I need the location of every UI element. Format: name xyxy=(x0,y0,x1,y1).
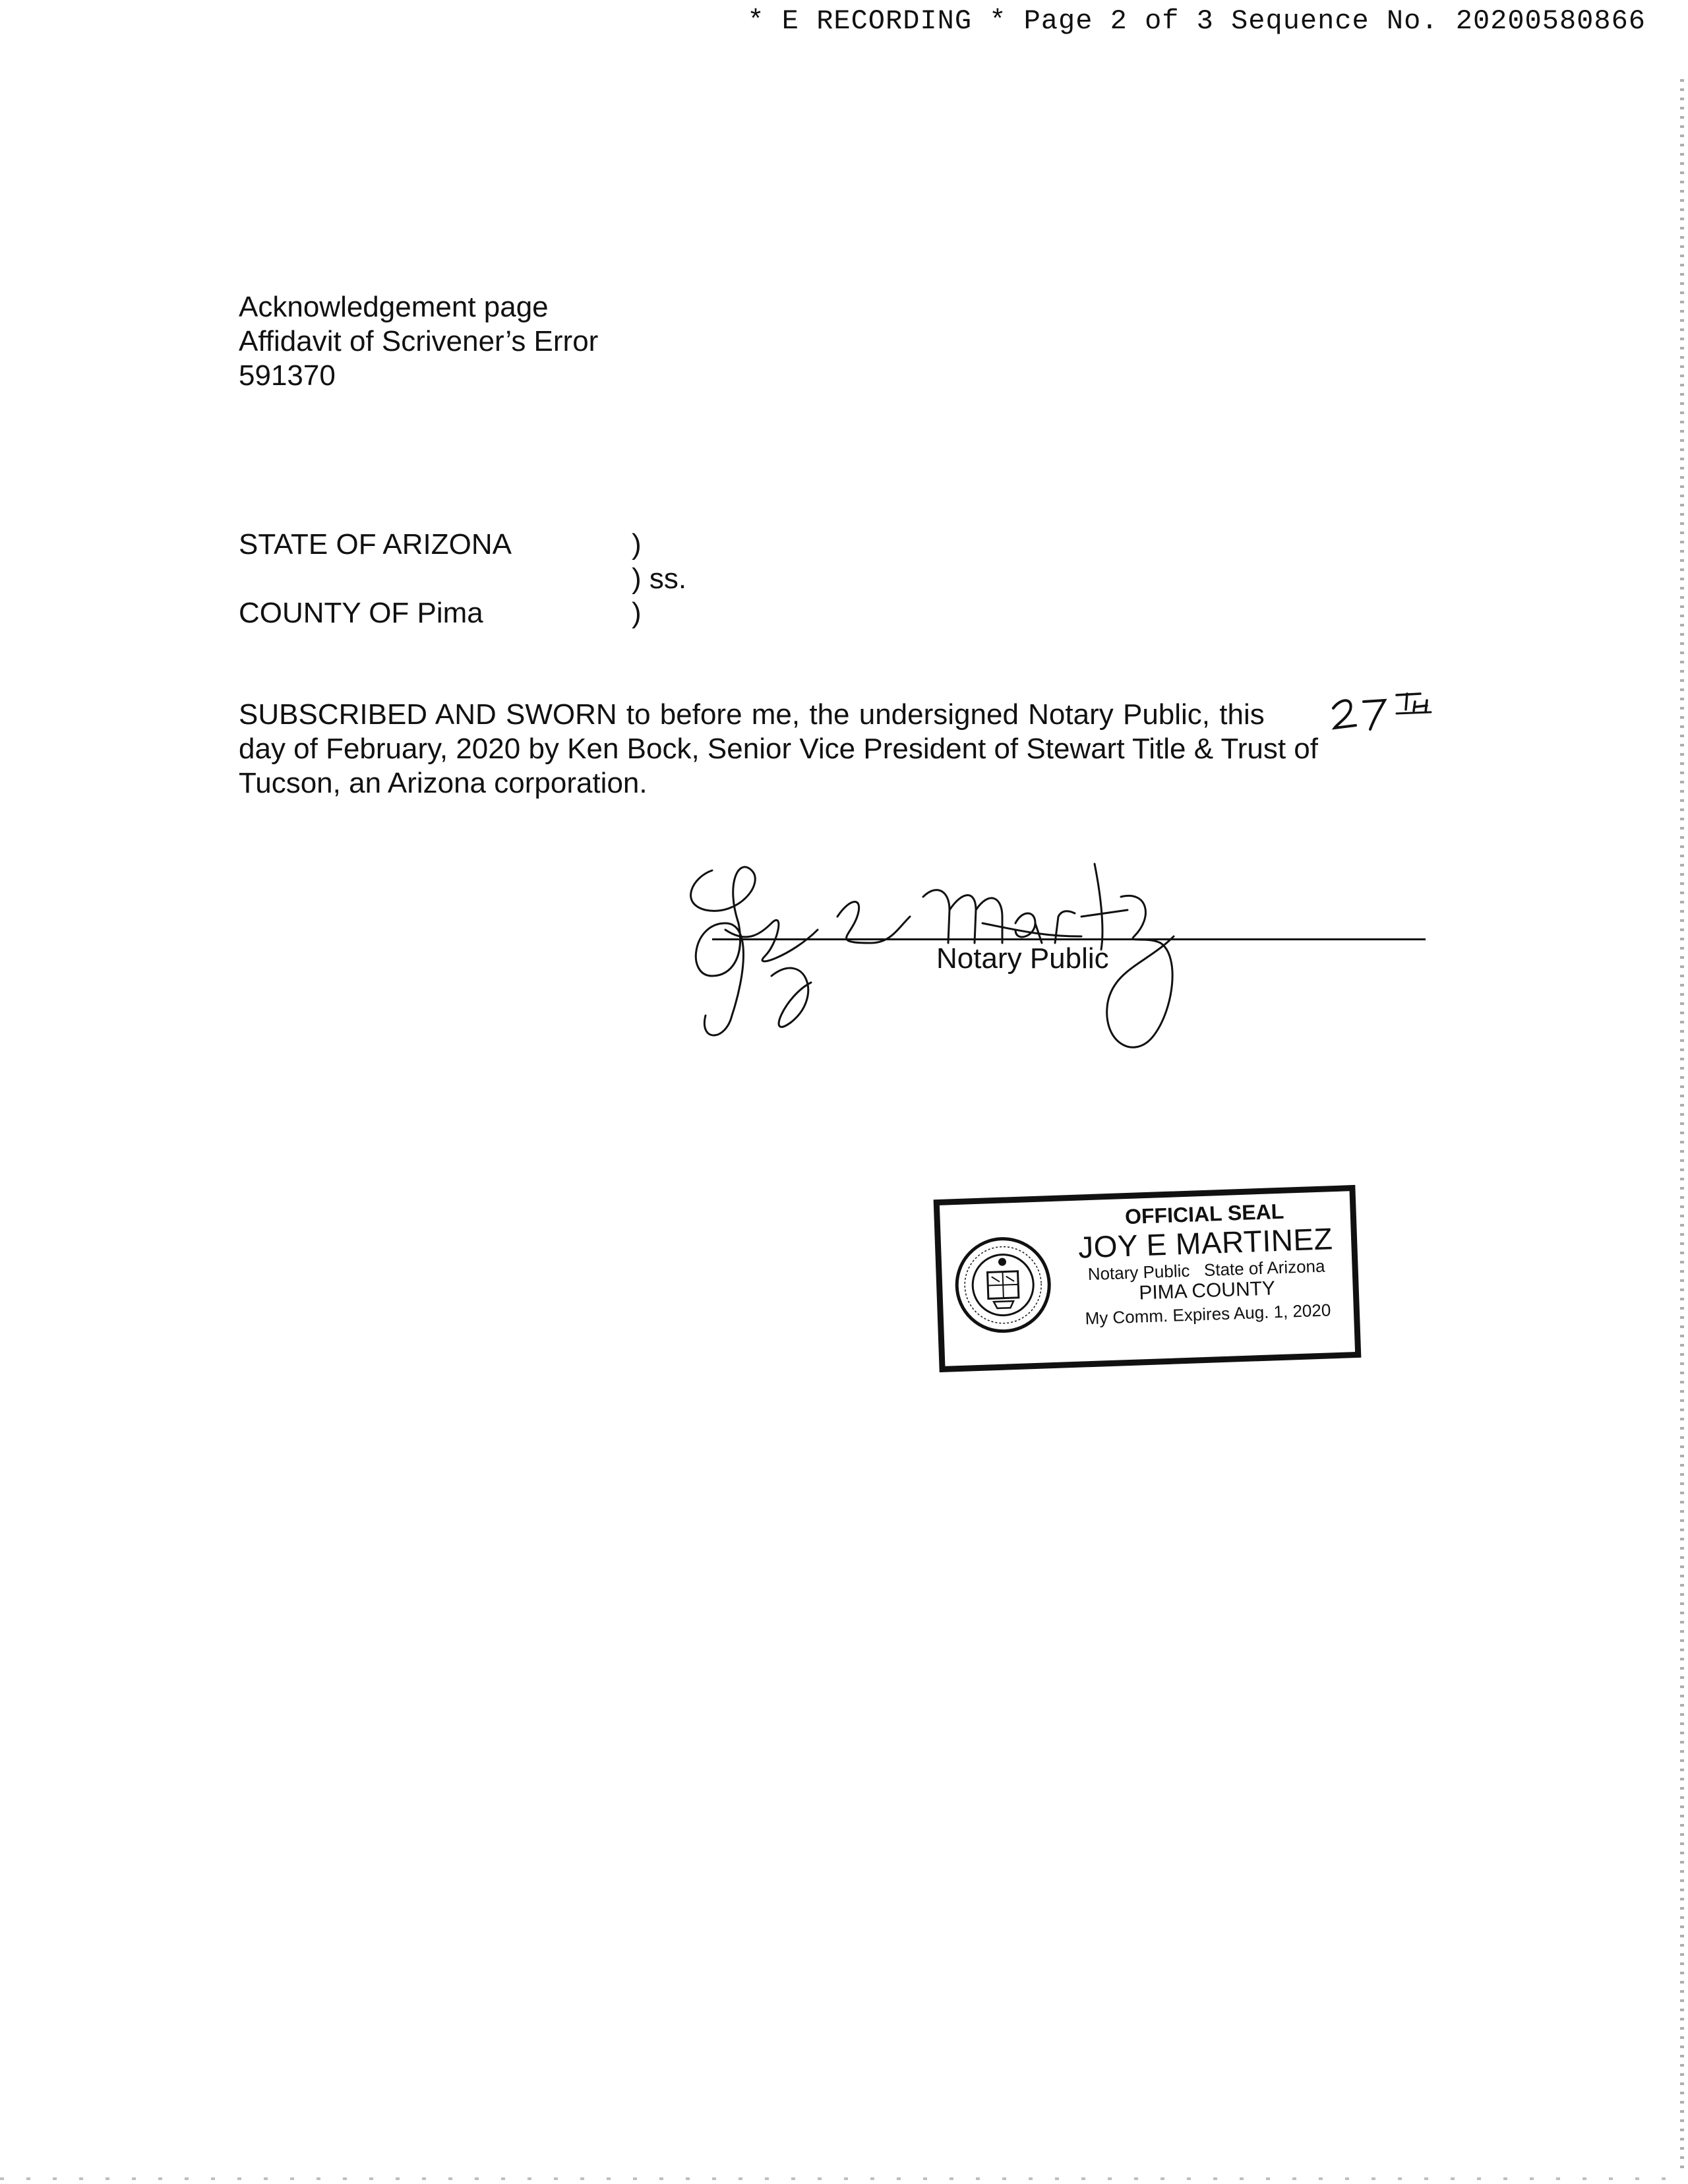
bottom-scan-marks xyxy=(0,2177,1688,2180)
seal-notary-name: JOY E MARTINEZ xyxy=(1077,1221,1334,1265)
seal-commission-expires: My Comm. Expires Aug. 1, 2020 xyxy=(1085,1300,1331,1329)
sworn-line-2: day of February, 2020 by Ken Bock, Senior Vice President of Stewart Title & Trust of xyxy=(239,733,1318,765)
ack-document-name: Affidavit of Scrivener’s Error xyxy=(239,325,599,357)
handwritten-day-mark xyxy=(1328,690,1447,736)
ack-title: Acknowledgement page xyxy=(239,291,549,323)
seal-notary-state: Notary Public State of Arizona xyxy=(1087,1256,1325,1285)
sworn-line-1: SUBSCRIBED AND SWORN to before me, the undersigned Notary Public, this xyxy=(239,698,1265,731)
signature-area xyxy=(673,844,1437,1062)
sworn-statement xyxy=(239,698,1432,801)
seal-text-block xyxy=(1066,1199,1346,1329)
notary-seal xyxy=(934,1185,1362,1372)
acknowledgement-block xyxy=(239,290,598,393)
handwritten-signature xyxy=(673,844,1213,1062)
seal-official-label: OFFICIAL SEAL xyxy=(1124,1199,1284,1229)
venue-ss: ) ss. xyxy=(632,562,687,595)
venue-county: COUNTY OF Pima xyxy=(239,597,483,629)
seal-county: PIMA COUNTY xyxy=(1138,1277,1276,1304)
notary-public-label: Notary Public xyxy=(936,942,1109,975)
right-margin-scan-marks xyxy=(1680,79,1684,2169)
recording-header: * E RECORDING * Page 2 of 3 Sequence No. 20200580866 xyxy=(747,5,1646,37)
sworn-line-3: Tucson, an Arizona corporation. xyxy=(239,767,648,799)
state-seal-icon xyxy=(952,1234,1054,1336)
venue-state: STATE OF ARIZONA xyxy=(239,528,512,561)
venue-paren-bottom: ) xyxy=(632,597,642,629)
venue-paren-top: ) xyxy=(632,528,642,561)
ack-file-number: 591370 xyxy=(239,359,336,392)
